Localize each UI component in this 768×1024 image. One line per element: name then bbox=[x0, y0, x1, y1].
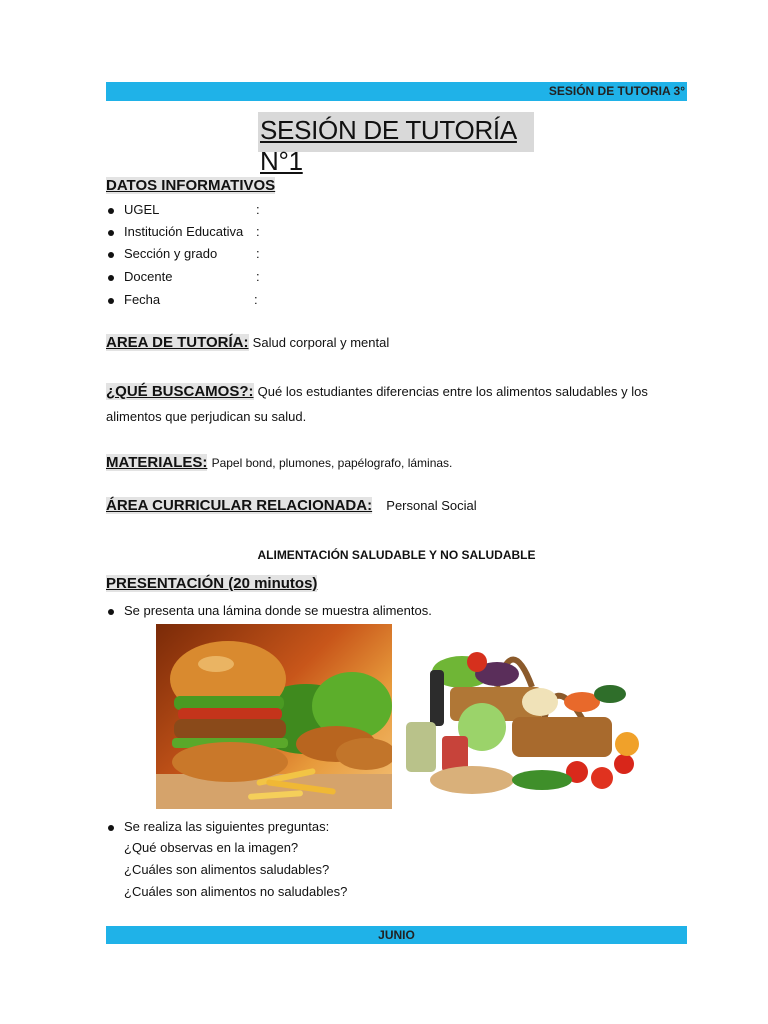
bread-loaf bbox=[430, 766, 514, 794]
buscamos-text-1: Qué los estudiantes diferencias entre los alimentos saludables y los bbox=[257, 384, 648, 399]
datos-label: Docente bbox=[124, 269, 173, 284]
presentacion-heading: PRESENTACIÓN (20 minutos) bbox=[106, 575, 318, 592]
datos-label: UGEL bbox=[124, 202, 160, 217]
question-3: ¿Cuáles son alimentos no saludables? bbox=[124, 884, 348, 899]
presentacion-bullet-1: Se presenta una lámina donde se muestra alimentos. bbox=[124, 603, 432, 618]
wine-bottle bbox=[430, 670, 444, 726]
materiales-line bbox=[106, 454, 452, 471]
bullet-icon bbox=[108, 298, 114, 304]
tomato bbox=[614, 754, 634, 774]
question-1: ¿Qué observas en la imagen? bbox=[124, 840, 299, 855]
page-title-box bbox=[258, 112, 534, 176]
bullet-icon bbox=[108, 609, 114, 615]
tomato bbox=[591, 767, 613, 789]
datos-label: Sección y grado bbox=[124, 246, 218, 261]
datos-label: Institución Educativa bbox=[124, 224, 244, 239]
bun-highlight bbox=[198, 656, 234, 672]
curricular-heading: ÁREA CURRICULAR RELACIONADA: bbox=[106, 497, 373, 514]
area-value: Salud corporal y mental bbox=[252, 335, 390, 350]
tomato bbox=[467, 652, 487, 672]
buscamos-line bbox=[106, 383, 648, 400]
cauliflower bbox=[522, 688, 558, 716]
curricular-value: Personal Social bbox=[386, 498, 477, 513]
bullet-icon bbox=[108, 230, 114, 236]
materiales-heading: MATERIALES: bbox=[106, 454, 208, 471]
page-title: SESIÓN DE TUTORÍA N°1 bbox=[260, 115, 517, 176]
bullet-icon bbox=[108, 825, 114, 831]
materiales-value: Papel bond, plumones, papélografo, láminas. bbox=[211, 456, 453, 470]
question-2: ¿Cuáles son alimentos saludables? bbox=[124, 862, 330, 877]
header-label: SESIÓN DE TUTORIA 3° bbox=[548, 84, 685, 98]
datos-label: Fecha bbox=[124, 292, 161, 307]
footer-bar bbox=[106, 926, 687, 944]
burger-bun-bottom bbox=[172, 742, 288, 782]
presentacion-bullet-2: Se realiza las siguientes preguntas: bbox=[124, 819, 330, 834]
area-line bbox=[106, 334, 389, 351]
healthy-food-illustration bbox=[402, 632, 642, 802]
buscamos-text-2: alimentos que perjudican su salud. bbox=[106, 409, 307, 424]
section-title: ALIMENTACIÓN SALUDABLE Y NO SALUDABLE bbox=[257, 548, 536, 562]
buscamos-heading: ¿QUÉ BUSCAMOS?: bbox=[106, 383, 254, 400]
presentacion-heading-wrap bbox=[106, 575, 317, 592]
fast-food-image bbox=[156, 624, 392, 809]
orange-pepper bbox=[615, 732, 639, 756]
burger-tomato bbox=[178, 708, 282, 720]
bullet-icon bbox=[108, 275, 114, 281]
jar-shape bbox=[406, 722, 436, 772]
fast-food-illustration bbox=[156, 624, 392, 809]
bullet-icon bbox=[108, 252, 114, 258]
greens bbox=[512, 770, 572, 790]
zucchini bbox=[594, 685, 626, 703]
footer-label: JUNIO bbox=[378, 928, 415, 942]
burger-lettuce bbox=[174, 696, 284, 710]
curricular-line bbox=[106, 497, 477, 514]
basket-main bbox=[512, 717, 612, 757]
burger-patty bbox=[174, 719, 286, 739]
area-heading: AREA DE TUTORÍA: bbox=[106, 334, 249, 351]
header-bar bbox=[106, 82, 687, 101]
datos-heading: DATOS INFORMATIVOS bbox=[106, 177, 276, 194]
healthy-food-image bbox=[402, 632, 642, 802]
bullet-icon bbox=[108, 208, 114, 214]
